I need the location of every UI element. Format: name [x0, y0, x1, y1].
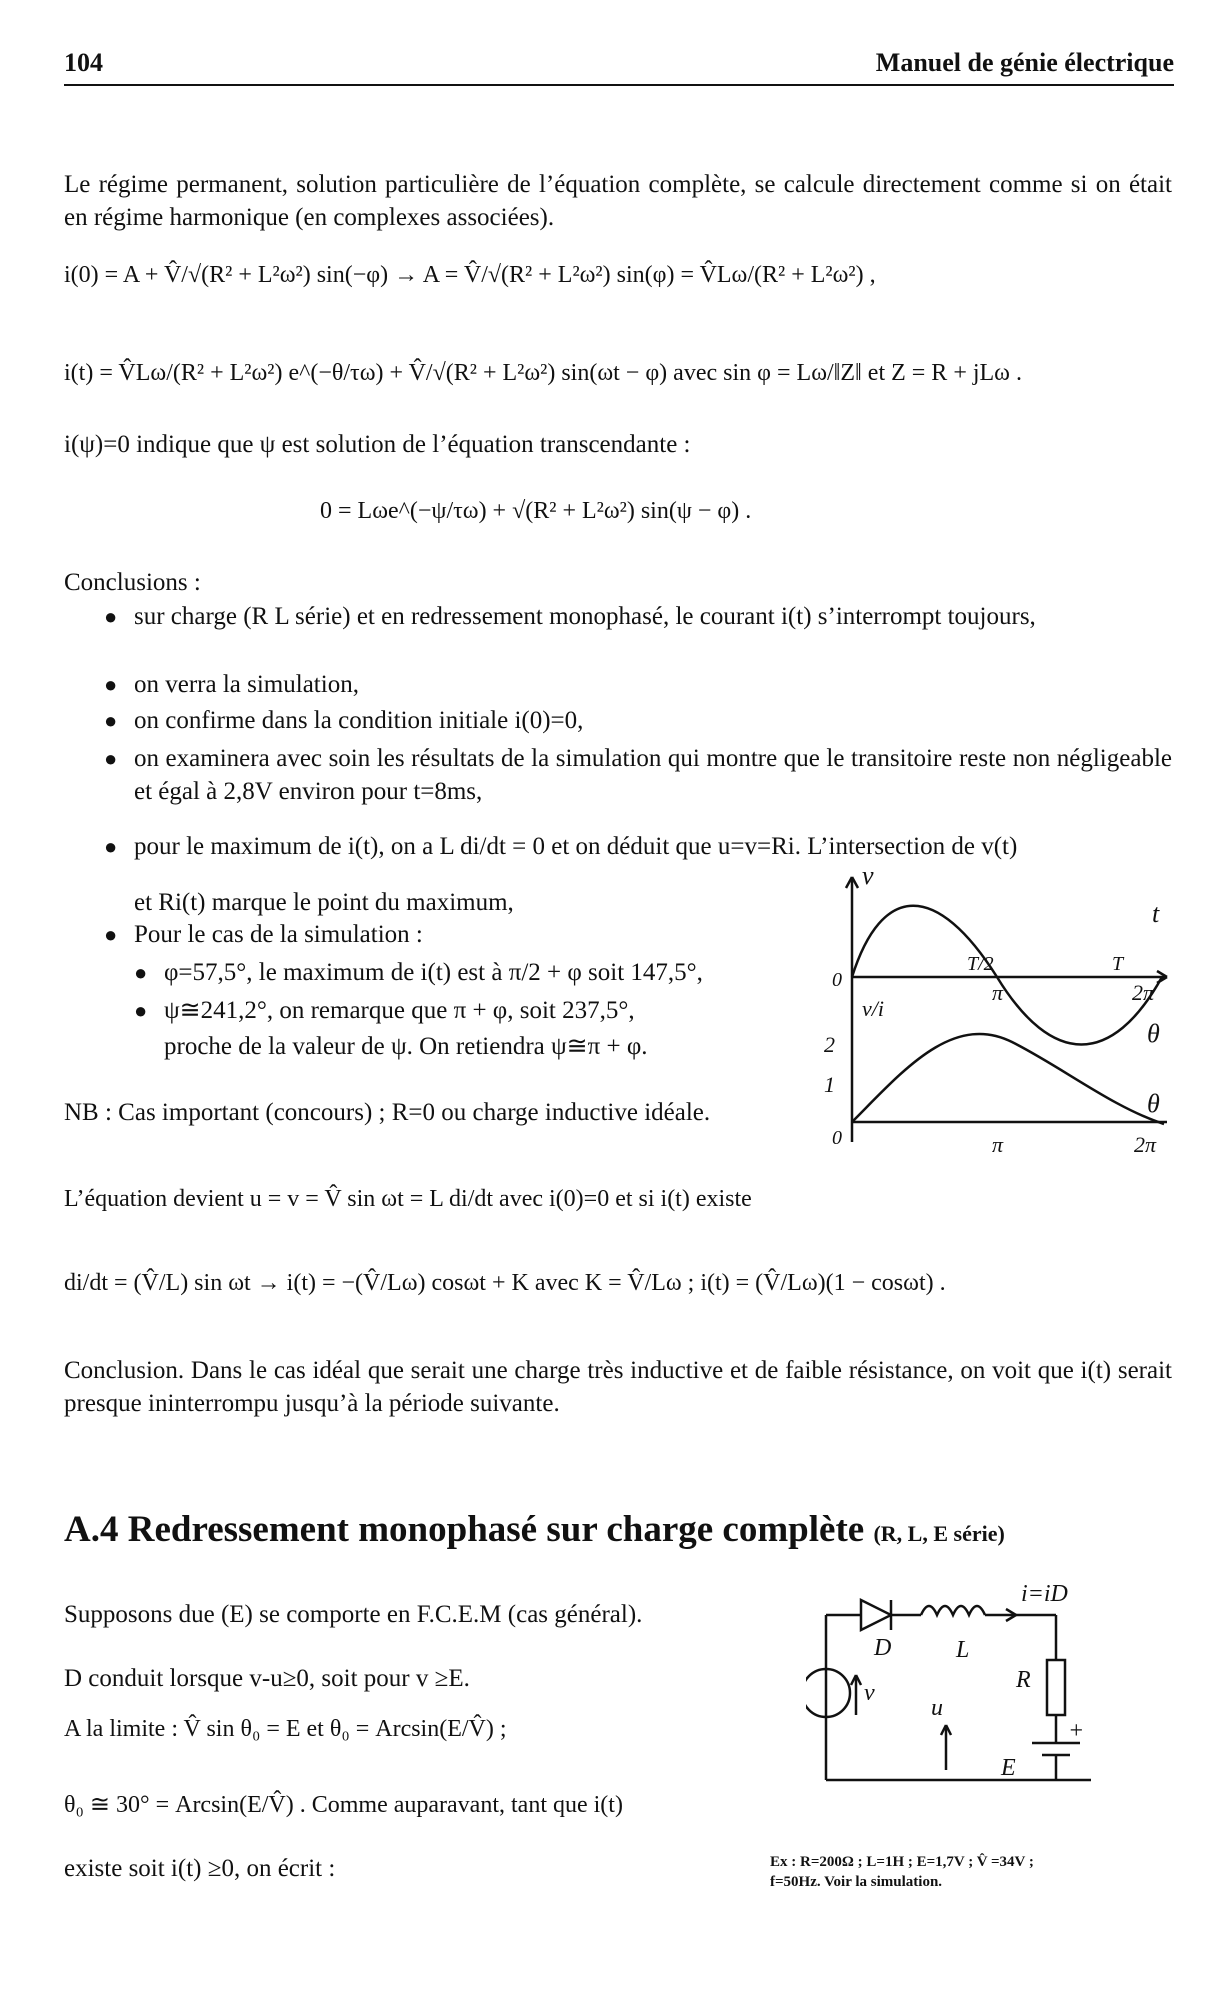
sketch-label-t: t	[1152, 899, 1160, 928]
sketch-label-t-half: T/2	[967, 953, 994, 975]
page-number: 104	[64, 48, 103, 77]
sketch-label-pi-lower: π	[992, 1132, 1004, 1157]
section-title-main: A.4 Redressement monophasé sur charge complète	[64, 1509, 865, 1550]
section-paragraph: D conduit lorsque v-u≥0, soit pour v ≥E.	[64, 1665, 470, 1692]
ideal-equation-line: L’équation devient u = v = V̂ sin ωt = L di/dt avec i(0)=0 et si i(t) existe	[64, 1186, 752, 1212]
circuit-label-current: i=iD	[1021, 1581, 1068, 1607]
inductor-symbol	[921, 1606, 985, 1615]
sketch-label-two: 2	[824, 1032, 835, 1057]
header-rule	[64, 84, 1174, 86]
diode-symbol	[861, 1600, 891, 1630]
sketch-label-2pi-lower: 2π	[1134, 1132, 1157, 1157]
bullet-icon: ●	[104, 708, 118, 733]
conclusion-item: on confirme dans la condition initiale i(0)=0,	[134, 707, 584, 734]
sketch-label-theta-upper: θ	[1147, 1019, 1160, 1048]
bullet-icon: ●	[134, 960, 148, 985]
resistor-symbol	[1047, 1660, 1065, 1715]
sketch-label-zero-lower: 0	[832, 1127, 842, 1149]
sketch-label-2pi-upper: 2π	[1132, 980, 1155, 1005]
psi-statement: i(ψ)=0 indique que ψ est solution de l’équation transcendante :	[64, 431, 691, 458]
bullet-icon: ●	[134, 998, 148, 1023]
circuit-label-resistor: R	[1016, 1667, 1031, 1693]
bullet-icon: ●	[104, 746, 118, 771]
equation-it: i(t) = V̂Lω/(R² + L²ω²) e^(−θ/τω) + V̂/√(R² + L²ω²) sin(ωt − φ) avec sin φ = Lω/‖Z‖ et Z = R + jLω .	[64, 360, 1022, 386]
circuit-label-source: v	[864, 1680, 875, 1706]
section-limit-equation: A la limite : V̂ sin θ₀ = E et θ₀ = Arcsin(E/V̂) ;	[64, 1716, 507, 1742]
section-paragraph: Supposons due (E) se comporte en F.C.E.M (cas général).	[64, 1601, 643, 1628]
sketch-label-pi-upper: π	[992, 980, 1004, 1005]
circuit-diagram	[806, 1575, 1126, 1805]
conclusion-item: pour le maximum de i(t), on a L di/dt = 0 et on déduit que u=v=Ri. L’intersection de v(t)	[134, 833, 1018, 860]
sketch-label-t-full: T	[1112, 953, 1124, 975]
ideal-solution-line: di/dt = (V̂/L) sin ωt → i(t) = −(V̂/Lω) cosωt + K avec K = V̂/Lω ; i(t) = (V̂/Lω)(1 − cosωt) .	[64, 1270, 946, 1296]
section-title	[64, 1508, 1005, 1551]
circuit-label-diode: D	[874, 1635, 892, 1661]
circuit-label-inductor: L	[956, 1637, 970, 1663]
circuit-label-u: u	[931, 1695, 943, 1721]
circuit-label-emf: E	[1001, 1755, 1016, 1781]
sub-item: ψ≅241,2°, on remarque que π + φ, soit 237,5°,	[164, 997, 635, 1024]
current-curve	[852, 1034, 1164, 1124]
sketch-label-v-over-i: v/i	[862, 996, 884, 1021]
section-paragraph: existe soit i(t) ≥0, on écrit :	[64, 1855, 336, 1882]
section-title-suffix: (R, L, E série)	[873, 1521, 1005, 1546]
section-theta-equation: θ₀ ≅ 30° = Arcsin(E/V̂) . Comme auparavant, tant que i(t)	[64, 1792, 623, 1818]
voltage-curve	[852, 906, 1162, 1045]
bullet-icon: ●	[104, 922, 118, 947]
sketch-label-zero-upper: 0	[832, 969, 842, 991]
nb-note: NB : Cas important (concours) ; R=0 ou charge inductive idéale.	[64, 1099, 711, 1126]
equation-transcendent: 0 = Lωe^(−ψ/τω) + √(R² + L²ω²) sin(ψ − φ) .	[320, 498, 752, 524]
conclusion-item: et Ri(t) marque le point du maximum,	[134, 889, 514, 916]
sketch-label-theta-lower: θ	[1147, 1089, 1160, 1118]
circuit-label-plus: +	[1068, 1718, 1085, 1744]
bullet-icon: ●	[104, 834, 118, 859]
conclusions-heading: Conclusions :	[64, 569, 201, 596]
conclusion-item: on verra la simulation,	[134, 671, 359, 698]
equation-i0: i(0) = A + V̂/√(R² + L²ω²) sin(−φ) → A = V̂/√(R² + L²ω²) sin(φ) = V̂Lω/(R² + L²ω²) ,	[64, 262, 876, 288]
intro-paragraph: Le régime permanent, solution particulière de l’équation complète, se calcule directement comme si on était en régime harmonique (en complexes associées).	[64, 171, 1172, 231]
source-symbol	[806, 1669, 850, 1717]
conclusion-item: Pour le cas de la simulation :	[134, 921, 423, 948]
running-title: Manuel de génie électrique	[875, 48, 1174, 77]
sketch-label-one: 1	[824, 1072, 835, 1097]
waveform-sketch	[812, 862, 1182, 1162]
ideal-conclusion: Conclusion. Dans le cas idéal que serait une charge très inductive et de faible résistance, on voit que i(t) serait presque ininterrompu jusqu’à la période suivante.	[64, 1357, 1172, 1417]
sub-item: proche de la valeur de ψ. On retiendra ψ≅π + φ.	[164, 1033, 648, 1060]
circuit-caption-line1: Ex : R=200Ω ; L=1H ; E=1,7V ; V̂ =34V ;	[770, 1854, 1034, 1870]
circuit-caption-line2: f=50Hz. Voir la simulation.	[770, 1874, 943, 1890]
sketch-label-v: v	[862, 862, 874, 890]
bullet-icon: ●	[104, 672, 118, 697]
sub-item: φ=57,5°, le maximum de i(t) est à π/2 + φ soit 147,5°,	[164, 959, 703, 986]
conclusion-item: on examinera avec soin les résultats de la simulation qui montre que le transitoire reste non négligeable et égal à 2,8V environ pour t=8ms,	[134, 745, 1172, 805]
conclusion-item: sur charge (R L série) et en redressement monophasé, le courant i(t) s’interrompt toujours,	[134, 603, 1036, 630]
bullet-icon: ●	[104, 604, 118, 629]
